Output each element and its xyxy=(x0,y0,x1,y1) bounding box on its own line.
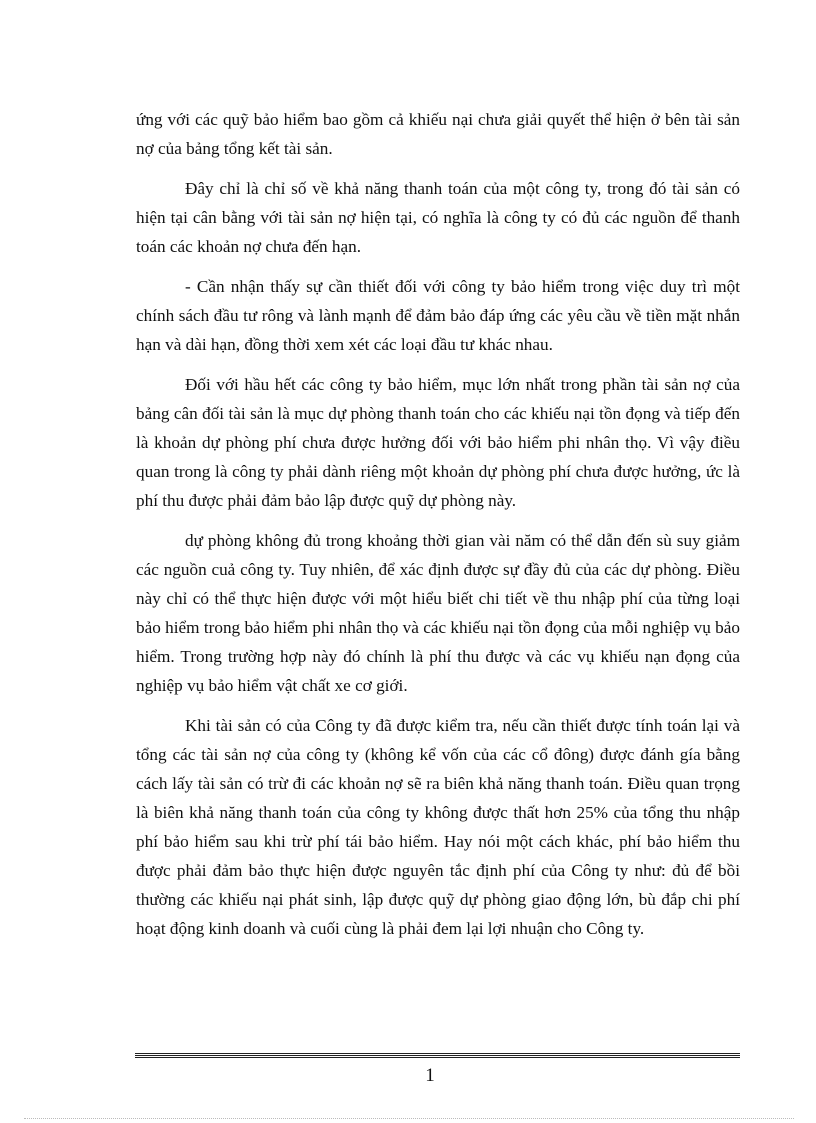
footer-rule-middle xyxy=(135,1055,740,1056)
paragraph-6: Khi tài sản có của Công ty đã được kiểm tra, nếu cần thiết được tính toán lại và tổng các tài sản nợ của công ty (không kể vốn của các cổ đông) được đánh gía bằng cách lấy tài sản có trừ đi các khoản nợ sẽ ra biên khả năng thanh toán. Điều quan trọng là biên khả năng thanh toán của công ty không được thất hơn 25% của tổng thu nhập phí bảo hiểm sau khi trừ phí tái bảo hiểm. Hay nói một cách khác, phí bảo hiểm thu được phải đảm bảo thực hiện được nguyên tắc định phí của Công ty như: đủ để bồi thường các khiếu nại phát sinh, lập được quỹ dự phòng giao động lớn, bù đắp chi phí hoạt động kinh doanh và cuối cùng là phải đem lại lợi nhuận cho Công ty. xyxy=(136,716,740,938)
footer-rule-top xyxy=(135,1053,740,1054)
paragraph-2: Đây chỉ là chỉ số về khả năng thanh toán của một công ty, trong đó tài sản có hiện tại cân bằng với tài sản nợ hiện tại, có nghĩa là công ty có đủ các nguồn để thanh toán các khoản nợ chưa đến hạn. xyxy=(136,179,740,256)
body-text xyxy=(136,105,740,954)
page-edge-dotted-line xyxy=(24,1118,794,1119)
footer-rule-bottom xyxy=(135,1057,740,1058)
paragraph-5: dự phòng không đủ trong khoảng thời gian vài năm có thể dẫn đến sù suy giảm các nguồn cuả công ty. Tuy nhiên, để xác định được sự đầy đủ của các dự phòng. Điều này chỉ có thể thực hiện được với một hiểu biết chi tiết về thu nhập phí của từng loại bảo hiểm trong bảo hiểm phi nhân thọ và các khiếu nại tồn đọng của mỗi nghiệp vụ bảo hiểm. Trong trường hợp này đó chính là phí thu được và các vụ khiếu nạn đọng của nghiệp vụ bảo hiểm vật chất xe cơ giới. xyxy=(136,531,740,695)
page-number: 1 xyxy=(425,1065,435,1086)
paragraph-1: ứng với các quỹ bảo hiểm bao gồm cả khiếu nại chưa giải quyết thể hiện ở bên tài sản nợ của bảng tổng kết tài sản. xyxy=(136,110,740,158)
paragraph-3: - Cần nhận thấy sự cần thiết đối với công ty bảo hiểm trong việc duy trì một chính sách đầu tư rông và lành mạnh để đảm bảo đáp ứng các yêu cầu về tiền mặt nhắn hạn và dài hạn, đồng thời xem xét các loại đầu tư khác nhau. xyxy=(136,277,740,354)
paragraph-4: Đối với hầu hết các công ty bảo hiểm, mục lớn nhất trong phần tài sản nợ của bảng cân đối tài sản là mục dự phòng thanh toán cho các khiếu nại tồn đọng và tiếp đến là khoản dự phòng phí chưa được hưởng đối với bảo hiểm phi nhân thọ. Vì vậy điều quan trong là công ty phải dành riêng một khoản dự phòng phí chưa được hưởng, ức là phí thu được phải đảm bảo lập được quỹ dự phòng này. xyxy=(136,375,740,510)
